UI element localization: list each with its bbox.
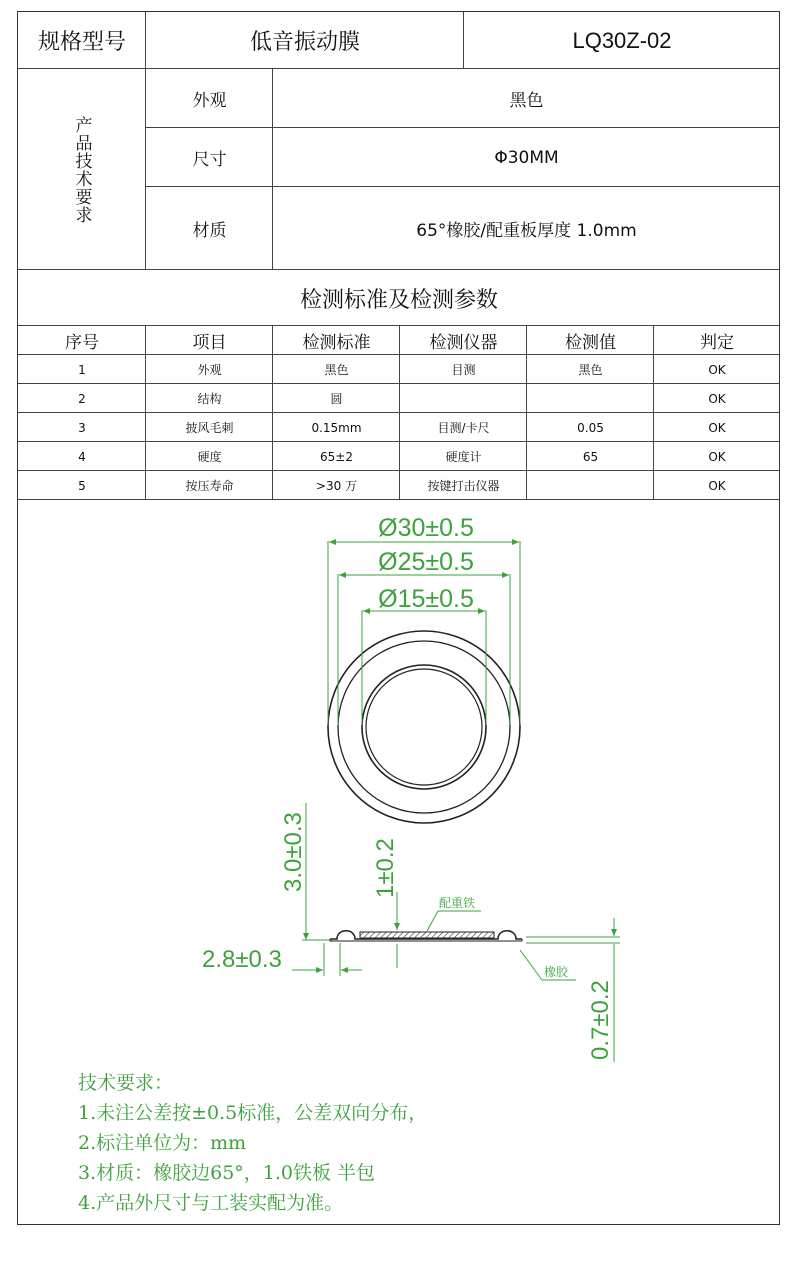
weight-plate [360,932,494,938]
product-name: 低音振动膜 [249,30,360,55]
requirements-group-text: 产品技术要求 [71,115,92,224]
notes-title: 技术要求： [78,1072,174,1094]
cell-result: OK [708,362,726,377]
note-item: 1.未注公差按±0.5标准，公差双向分布， [78,1102,428,1124]
dim-edge-width: 2.8±0.3 [202,946,282,973]
cell-no: 2 [78,391,86,406]
cell-instrument: 目测/卡尺 [437,421,490,435]
cell-no: 4 [78,449,86,464]
cell-item: 外观 [197,363,222,377]
req-value-material: 65°橡胶/配重板厚度 1.0mm [416,221,637,241]
cell-no: 5 [78,478,86,493]
dim-outer-diameter: Ø30±0.5 [378,514,474,542]
cell-result: OK [708,478,726,493]
cell-standard: 黑色 [324,363,349,377]
req-value-appearance: 黑色 [509,91,544,111]
col-header-result: 判定 [700,333,734,353]
col-header-no: 序号 [65,333,99,353]
cell-standard: 0.15mm [311,420,362,435]
inner-ring-b [366,669,482,785]
cell-standard: 圆 [330,392,343,406]
cell-standard: 65±2 [320,449,353,464]
note-item: 3.材质：橡胶边65°，1.0铁板 半包 [78,1162,376,1184]
cell-item: 硬度 [197,450,222,464]
col-header-standard: 检测标准 [302,333,371,353]
section-view [330,931,522,941]
note-item: 4.产品外尺寸与工装实配为准。 [78,1192,344,1214]
req-label-size: 尺寸 [192,150,227,170]
cell-value: 0.05 [577,420,604,435]
cell-item: 披风毛刺 [185,421,234,435]
cell-result: OK [708,420,726,435]
label-weight-iron: 配重铁 [439,896,476,910]
req-label-material: 材质 [192,221,227,241]
inspection-title: 检测标准及检测参数 [299,287,498,313]
cell-instrument: 按键打击仪器 [427,479,500,493]
dim-middle-diameter: Ø25±0.5 [378,548,474,576]
model-number: LQ30Z-02 [572,27,672,53]
cell-instrument: 目测 [451,363,476,377]
dim-center-height: 1±0.2 [372,838,399,898]
outer-ring [328,631,520,823]
cell-standard: >30 万 [315,479,358,493]
cell-no: 1 [78,362,86,377]
cell-result: OK [708,449,726,464]
cell-no: 3 [78,420,86,435]
cell-result: OK [708,391,726,406]
req-value-size: Φ30MM [494,147,559,168]
cell-instrument: 硬度计 [445,450,482,464]
cell-value: 65 [582,449,599,464]
label-rubber: 橡胶 [544,965,569,979]
dim-inner-diameter: Ø15±0.5 [378,585,474,613]
cell-item: 结构 [197,392,222,406]
dim-thickness: 0.7±0.2 [587,980,614,1060]
top-view [328,631,520,823]
note-item: 2.标注单位为：mm [78,1132,247,1154]
cell-item: 按压寿命 [185,479,234,493]
col-header-item: 项目 [192,333,227,353]
col-header-instrument: 检测仪器 [429,333,498,353]
col-header-value: 检测值 [565,333,616,353]
technical-notes [78,1068,427,1218]
spec-label: 规格型号 [37,30,126,55]
cell-value: 黑色 [578,363,603,377]
inner-ring-a [362,665,486,789]
req-label-appearance: 外观 [192,91,227,111]
dim-total-height: 3.0±0.3 [280,812,307,892]
middle-ring [338,641,510,813]
